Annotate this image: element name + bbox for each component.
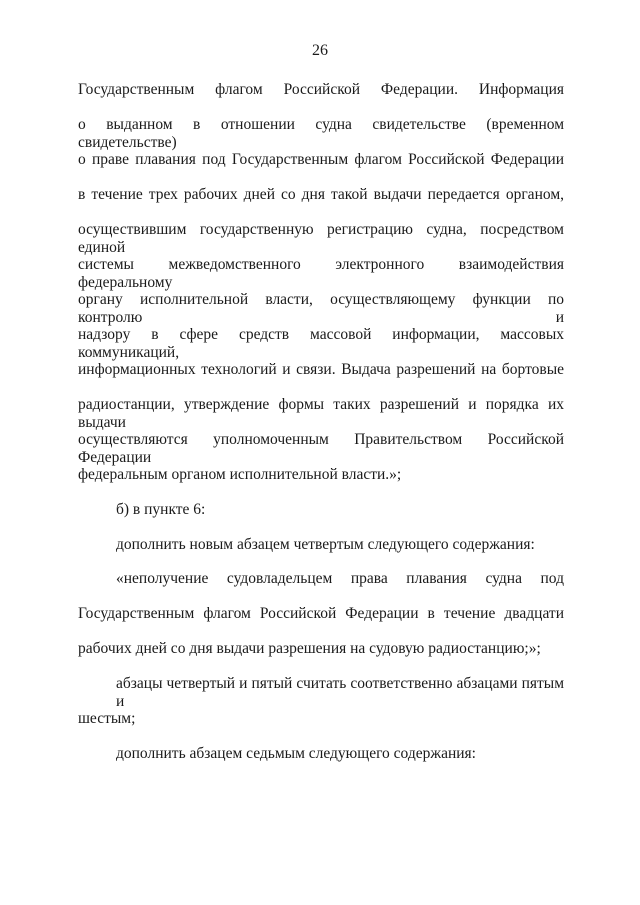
text-line: осуществившим государственную регистрацию судна, посредством единой — [78, 221, 564, 256]
text-line: о праве плавания под Государственным флагом Российской Федерации — [78, 151, 564, 168]
text-line: Государственным флагом Российской Федерации. Информация — [78, 81, 564, 98]
text-line: «неполучение судовладельцем права плавания судна под — [116, 570, 564, 587]
text-line: системы межведомственного электронного взаимодействия федеральному — [78, 256, 564, 291]
text-line: Государственным флагом Российской Федерации в течение двадцати — [78, 605, 564, 622]
text-line: шестым; — [78, 710, 136, 727]
text-line: дополнить абзацем седьмым следующего содержания: — [116, 745, 476, 762]
text-line: б) в пункте 6: — [116, 501, 206, 518]
text-line: осуществляются уполномоченным Правительством Российской Федерации — [78, 431, 564, 466]
text-line: о выданном в отношении судна свидетельстве (временном свидетельстве) — [78, 116, 564, 151]
text-line: рабочих дней со дня выдачи разрешения на судовую радиостанцию;»; — [78, 640, 541, 657]
text-line: органу исполнительной власти, осуществляющему функции по контролю и — [78, 291, 564, 326]
text-line: дополнить новым абзацем четвертым следующего содержания: — [116, 536, 535, 553]
page-number: 26 — [312, 42, 328, 59]
text-line: абзацы четвертый и пятый считать соответственно абзацами пятым и — [116, 675, 564, 710]
text-line: информационных технологий и связи. Выдача разрешений на бортовые — [78, 361, 564, 378]
text-line: радиостанции, утверждение формы таких разрешений и порядка их выдачи — [78, 396, 564, 431]
text-line: надзору в сфере средств массовой информации, массовых коммуникаций, — [78, 326, 564, 361]
text-line: федеральным органом исполнительной власти.»; — [78, 466, 402, 483]
text-line: в течение трех рабочих дней со дня такой выдачи передается органом, — [78, 186, 564, 203]
